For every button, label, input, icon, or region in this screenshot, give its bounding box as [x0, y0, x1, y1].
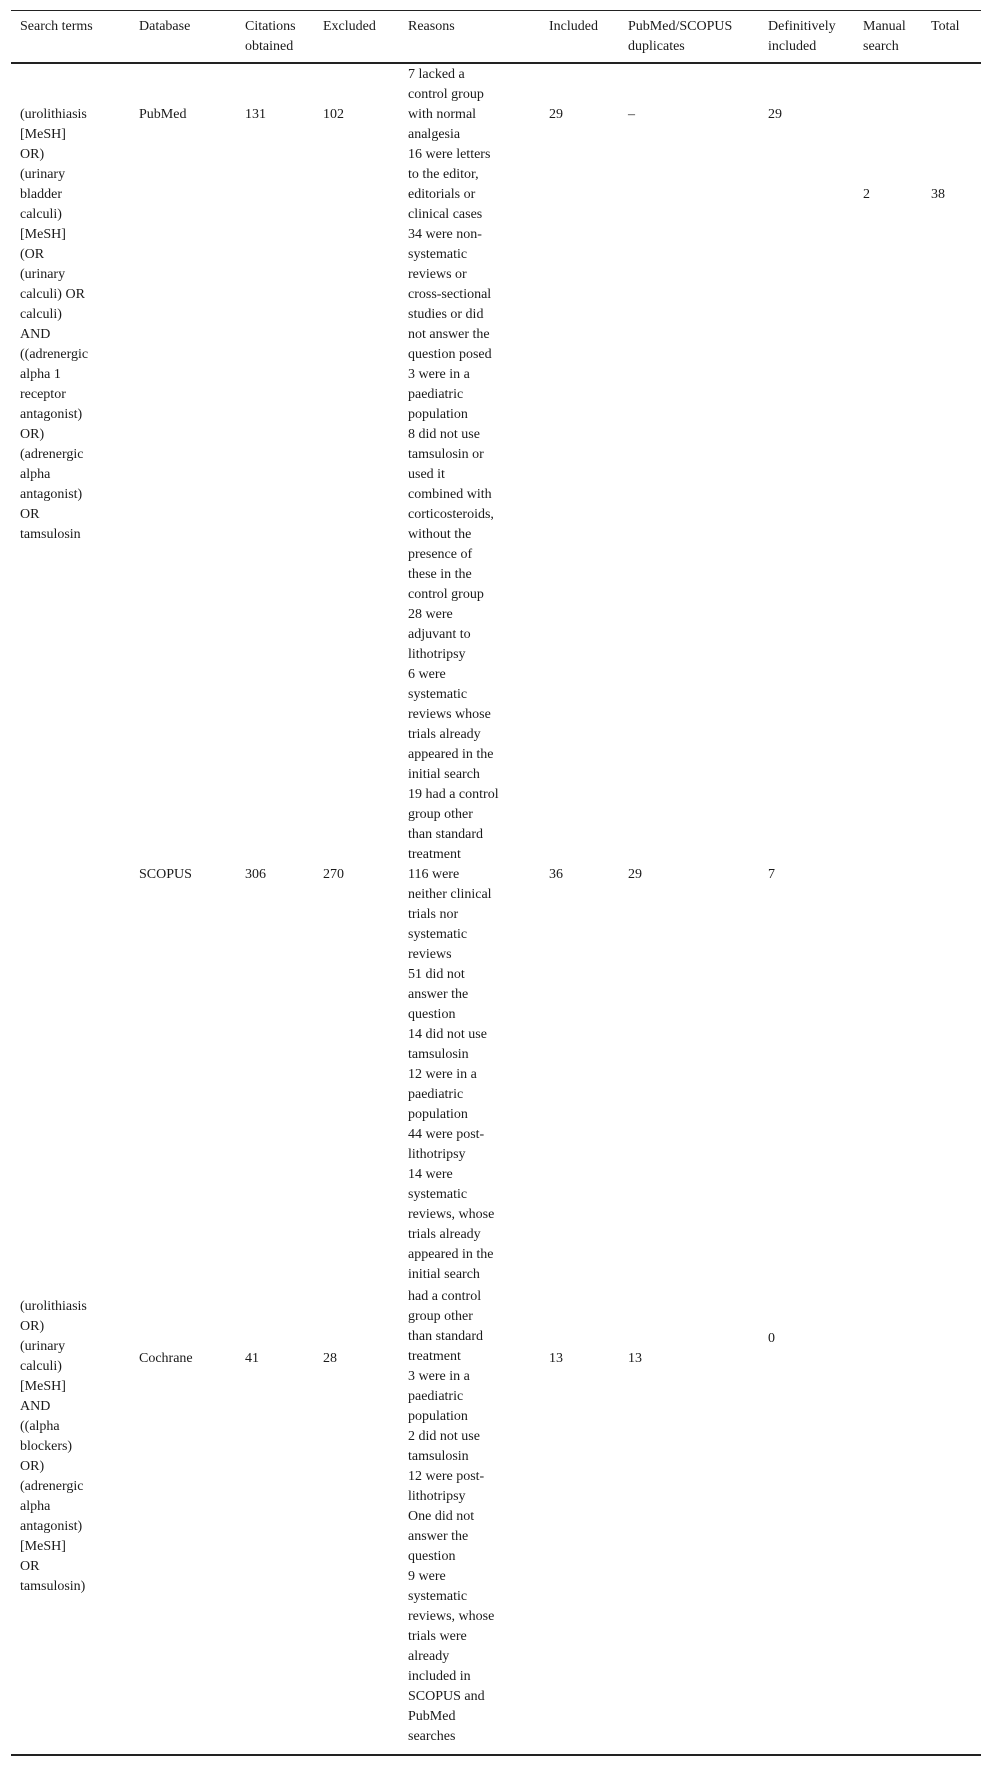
reason-line: tamsulosin or — [408, 447, 484, 462]
search-term-line: [MeSH] — [20, 127, 66, 142]
header-bottom-rule — [11, 62, 981, 64]
reason-line: SCOPUS and — [408, 1689, 485, 1704]
header-database: Database — [139, 19, 191, 34]
table-row-scopus-duplicates: 29 — [628, 867, 642, 882]
reason-line: treatment — [408, 847, 461, 862]
table-row-cochrane-citations: 41 — [245, 1351, 259, 1366]
reason-line: trials already — [408, 727, 481, 742]
search-term-line: OR — [20, 1559, 40, 1574]
search-term-line: [MeSH] — [20, 227, 66, 242]
manual-search-value: 2 — [863, 187, 870, 202]
table-row-scopus-definitive: 7 — [768, 867, 775, 882]
reason-line: 12 were post- — [408, 1469, 485, 1484]
search-terms-cochrane — [20, 1297, 87, 1597]
reason-line: editorials or — [408, 187, 476, 202]
search-term-line: OR) — [20, 1319, 45, 1334]
reason-line: appeared in the — [408, 747, 494, 762]
table-row-scopus-excluded: 270 — [323, 867, 344, 882]
reason-line: population — [408, 1107, 468, 1122]
reason-line: without the — [408, 527, 472, 542]
reason-line: 6 were — [408, 667, 446, 682]
search-term-line: calculi) OR — [20, 287, 85, 302]
reason-line: paediatric — [408, 1087, 464, 1102]
search-term-line: OR) — [20, 147, 45, 162]
reason-line: studies or did — [408, 307, 484, 322]
reason-line: lithotripsy — [408, 1489, 466, 1504]
reason-line: reviews whose — [408, 707, 491, 722]
reason-line: population — [408, 407, 468, 422]
reason-line: systematic — [408, 927, 468, 942]
reason-line: trials nor — [408, 907, 459, 922]
reason-line: question posed — [408, 347, 492, 362]
reason-line: with normal — [408, 107, 477, 122]
reason-line: not answer the — [408, 327, 490, 342]
table-row-scopus-included: 36 — [549, 867, 563, 882]
reason-line: 14 were — [408, 1167, 453, 1182]
search-term-line: (urinary — [20, 1339, 66, 1354]
search-term-line: (urinary — [20, 167, 66, 182]
search-terms-pubmed-scopus — [20, 105, 88, 545]
reason-line: 3 were in a — [408, 367, 470, 382]
reason-line: adjuvant to — [408, 627, 471, 642]
search-term-line: antagonist) — [20, 487, 83, 502]
search-term-line: calculi) — [20, 207, 62, 222]
table-row-cochrane-definitive: 0 — [768, 1331, 775, 1346]
reason-line: 9 were — [408, 1569, 446, 1584]
reason-line: control group — [408, 87, 484, 102]
search-term-line: receptor — [20, 387, 66, 402]
table-row-pubmed-database: PubMed — [139, 107, 187, 122]
reason-line: systematic — [408, 1589, 468, 1604]
reason-line: 3 were in a — [408, 1369, 470, 1384]
reason-line: combined with — [408, 487, 492, 502]
reason-line: included in — [408, 1669, 471, 1684]
reason-line: tamsulosin — [408, 1449, 469, 1464]
search-term-line: (adrenergic — [20, 1479, 84, 1494]
reason-line: PubMed — [408, 1709, 456, 1724]
table-top-rule — [11, 10, 981, 11]
search-term-line: OR — [20, 507, 40, 522]
table-bottom-rule — [11, 1754, 981, 1756]
reason-line: 12 were in a — [408, 1067, 477, 1082]
reason-line: these in the — [408, 567, 472, 582]
reason-line: group other — [408, 807, 473, 822]
search-term-line: AND — [20, 1399, 51, 1414]
reason-line: 19 had a control — [408, 787, 499, 802]
reason-line: systematic — [408, 247, 468, 262]
header-excluded: Excluded — [323, 19, 376, 34]
reason-line: trials already — [408, 1227, 481, 1242]
table-row-pubmed-citations: 131 — [245, 107, 266, 122]
reason-line: reviews, whose — [408, 1207, 495, 1222]
reason-line: presence of — [408, 547, 473, 562]
header-manual-search: Manual search — [863, 19, 906, 54]
table-row-cochrane-database: Cochrane — [139, 1351, 193, 1366]
search-term-line: alpha 1 — [20, 367, 61, 382]
reason-line: 14 did not use — [408, 1027, 487, 1042]
reason-line: tamsulosin — [408, 1047, 469, 1062]
search-term-line: bladder — [20, 187, 62, 202]
reason-line: answer the — [408, 1529, 469, 1544]
reason-line: systematic — [408, 687, 468, 702]
table-row-scopus-database: SCOPUS — [139, 867, 192, 882]
reason-line: 28 were — [408, 607, 453, 622]
reason-line: clinical cases — [408, 207, 483, 222]
table-row-pubmed-excluded: 102 — [323, 107, 344, 122]
search-term-line: calculi) — [20, 307, 62, 322]
header-included: Included — [549, 19, 598, 34]
search-term-line: tamsulosin) — [20, 1579, 86, 1594]
table-row-cochrane-duplicates: 13 — [628, 1351, 642, 1366]
search-term-line: (OR — [20, 247, 45, 262]
reason-line: systematic — [408, 1187, 468, 1202]
table-row-pubmed-definitive: 29 — [768, 107, 782, 122]
table-row-scopus-reasons — [408, 785, 499, 1285]
search-term-line: blockers) — [20, 1439, 73, 1454]
table-row-cochrane-excluded: 28 — [323, 1351, 337, 1366]
header-duplicates: PubMed/SCOPUS duplicates — [628, 19, 733, 54]
search-term-line: calculi) — [20, 1359, 62, 1374]
reason-line: reviews — [408, 947, 452, 962]
search-term-line: AND — [20, 327, 51, 342]
reason-line: trials were — [408, 1629, 467, 1644]
reason-line: corticosteroids, — [408, 507, 494, 522]
table-row-pubmed-duplicates: – — [628, 107, 635, 122]
reason-line: cross-sectional — [408, 287, 492, 302]
table-row-cochrane-reasons — [408, 1287, 494, 1747]
reason-line: searches — [408, 1729, 456, 1744]
reason-line: treatment — [408, 1349, 461, 1364]
search-term-line: (urinary — [20, 267, 66, 282]
reason-line: appeared in the — [408, 1247, 494, 1262]
search-term-line: OR) — [20, 1459, 45, 1474]
search-term-line: alpha — [20, 467, 51, 482]
search-term-line: ((adrenergic — [20, 347, 89, 362]
header-total: Total — [931, 19, 960, 34]
reason-line: 34 were non- — [408, 227, 482, 242]
table-row-pubmed-reasons — [408, 65, 494, 785]
search-term-line: antagonist) — [20, 1519, 83, 1534]
search-term-line: (urolithiasis — [20, 1299, 87, 1314]
reason-line: neither clinical — [408, 887, 492, 902]
reason-line: population — [408, 1409, 468, 1424]
reason-line: lithotripsy — [408, 647, 466, 662]
reason-line: 8 did not use — [408, 427, 480, 442]
search-term-line: alpha — [20, 1499, 51, 1514]
reason-line: 44 were post- — [408, 1127, 485, 1142]
reason-line: 16 were letters — [408, 147, 491, 162]
reason-line: 2 did not use — [408, 1429, 480, 1444]
table-row-pubmed-included: 29 — [549, 107, 563, 122]
reason-line: 51 did not — [408, 967, 465, 982]
header-search-terms: Search terms — [20, 19, 93, 34]
reason-line: 7 lacked a — [408, 67, 465, 82]
header-reasons: Reasons — [408, 19, 455, 34]
reason-line: question — [408, 1549, 456, 1564]
search-term-line: [MeSH] — [20, 1379, 66, 1394]
search-term-line: OR) — [20, 427, 45, 442]
reason-line: One did not — [408, 1509, 475, 1524]
reason-line: paediatric — [408, 387, 464, 402]
table-row-scopus-citations: 306 — [245, 867, 266, 882]
total-value: 38 — [931, 187, 945, 202]
header-definitively-included: Definitively included — [768, 19, 836, 54]
header-citations-obtained: Citations obtained — [245, 19, 296, 54]
reason-line: than standard — [408, 827, 484, 842]
search-term-line: [MeSH] — [20, 1539, 66, 1554]
table-row-cochrane-included: 13 — [549, 1351, 563, 1366]
search-term-line: tamsulosin — [20, 527, 81, 542]
reason-line: answer the — [408, 987, 469, 1002]
search-term-line: antagonist) — [20, 407, 83, 422]
reason-line: had a control — [408, 1289, 482, 1304]
reason-line: paediatric — [408, 1389, 464, 1404]
reason-line: lithotripsy — [408, 1147, 466, 1162]
reason-line: initial search — [408, 1267, 480, 1282]
reason-line: already — [408, 1649, 450, 1664]
reason-line: 116 were — [408, 867, 460, 882]
reason-line: reviews or — [408, 267, 467, 282]
reason-line: used it — [408, 467, 445, 482]
reason-line: than standard — [408, 1329, 484, 1344]
reason-line: reviews, whose — [408, 1609, 495, 1624]
search-term-line: (urolithiasis — [20, 107, 87, 122]
search-term-line: (adrenergic — [20, 447, 84, 462]
reason-line: analgesia — [408, 127, 461, 142]
reason-line: initial search — [408, 767, 480, 782]
reason-line: group other — [408, 1309, 473, 1324]
search-term-line: ((alpha — [20, 1419, 60, 1434]
reason-line: question — [408, 1007, 456, 1022]
reason-line: to the editor, — [408, 167, 479, 182]
reason-line: control group — [408, 587, 484, 602]
